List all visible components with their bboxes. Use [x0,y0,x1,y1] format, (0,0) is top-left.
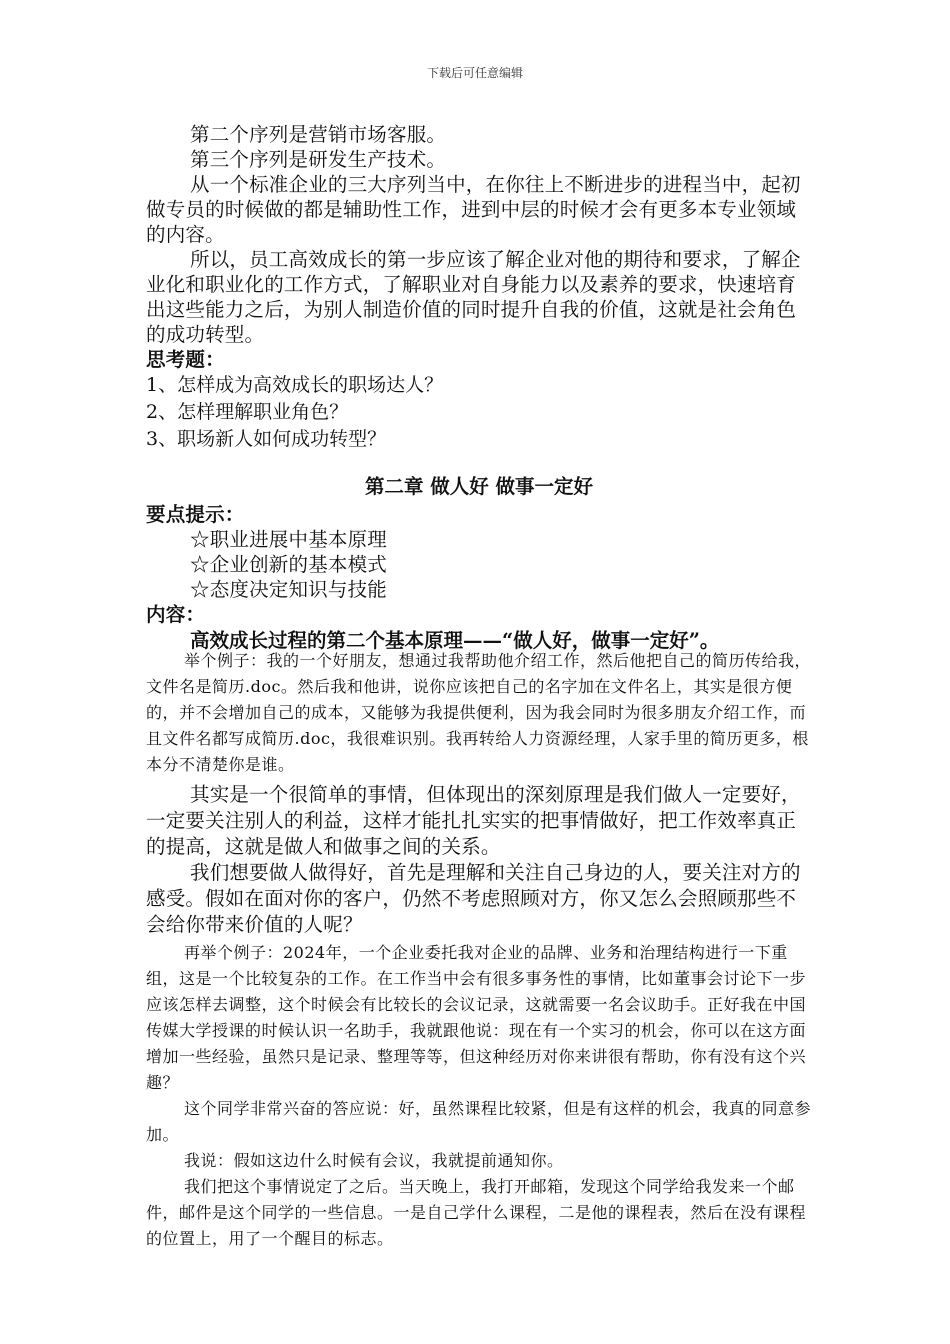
intro-paragraph: 第二个序列是营销市场客服。 [190,123,447,146]
intro-paragraph: 从一个标准企业的三大序列当中，在你往上不断进步的进程当中，起初做专员的时候做的都是辅助性工作，进到中层的时候才会有更多本专业领域的内容。 [146,173,801,246]
page-header: 下载后可任意编辑 [426,66,523,80]
question-item: 2、怎样理解职业角色？ [146,401,349,423]
questions-title: 思考题： [146,348,225,371]
questions-section [146,347,812,453]
content-paragraph: 我们想要做人做得好，首先是理解和关注自己身边的人，要关注对方的感受。假如在面对你的客户，仍然不考虑照顾对方，你又怎么会照顾那些不会给你带来价值的人呢？ [146,861,801,936]
intro-paragraph: 第三个序列是研发生产技术。 [190,148,447,171]
content-paragraph: 举个例子：我的一个好朋友，想通过我帮助他介绍工作，然后他把自己的简历传给我，文件名是简历.doc。然后我和他讲，说你应该把自己的名字加在文件名上，其实是很方便的，并不会增加自己的成本，又能够为我提供便利，因为我会同时为很多朋友介绍工作，而且文件名都写成简历.doc，我很难识别。我再转给人力资源经理，人家手里的简历更多，根本分不清楚你是谁。 [146,651,812,774]
question-item: 3、职场新人如何成功转型？ [146,428,387,450]
content-paragraph: 其实是一个很简单的事情，但体现出的深刻原理是我们做人一定要好，一定要关注别人的利益，这样才能扎扎实实的把事情做好，把工作效率真正的提高，这就是做人和做事之间的关系。 [146,783,801,858]
intro-paragraph: 所以，员工高效成长的第一步应该了解企业对他的期待和要求，了解企业化和职业化的工作方式，了解职业对自身能力以及素养的要求，快速培育出这些能力之后，为别人制造价值的同时提升自我的价值，这就是社会角色的成功转型。 [146,248,801,346]
intro-section [146,122,812,347]
content-paragraph: 再举个例子：2024年，一个企业委托我对企业的品牌、业务和治理结构进行一下重组，这是一个比较复杂的工作。在工作当中会有很多事务性的事情，比如董事会讨论下一步应该怎样去调整，这个时候会有比较长的会议记录，这就需要一名会议助手。正好我在中国传媒大学授课的时候认识一名助手，我就跟他说：现在有一个实习的机会，你可以在这方面增加一些经验，虽然只是记录、整理等等，但这种经历对你来讲很有帮助，你有没有这个兴趣？ [146,943,807,1092]
content-section [146,648,812,1252]
point-item: ☆态度决定知识与技能 [190,578,388,601]
chapter-title: 第二章 做人好 做事一定好 [364,475,594,498]
content-paragraph: 我说：假如这边什么时候有会议，我就提前通知你。 [184,1151,564,1170]
content-paragraph: 我们把这个事情说定了之后。当天晚上，我打开邮箱，发现这个同学给我发来一个邮件，邮件是这个同学的一些信息。一是自己学什么课程，二是他的课程表，然后在没有课程的位置上，用了一个醒目的标志。 [146,1177,807,1248]
point-item: ☆职业进展中基本原理 [190,528,388,551]
question-item: 1、怎样成为高效成长的职场达人？ [146,374,444,396]
points-list [146,527,812,602]
content-paragraph: 这个同学非常兴奋的答应说：好，虽然课程比较紧，但是有这样的机会，我真的同意参加。 [146,1099,812,1144]
point-item: ☆企业创新的基本模式 [190,553,388,576]
principle-heading: 高效成长过程的第二个基本原理——“做人好，做事一定好”。 [190,629,720,652]
points-title: 要点提示： [146,503,245,526]
content-title: 内容： [146,603,206,626]
chapter-section [146,452,812,655]
